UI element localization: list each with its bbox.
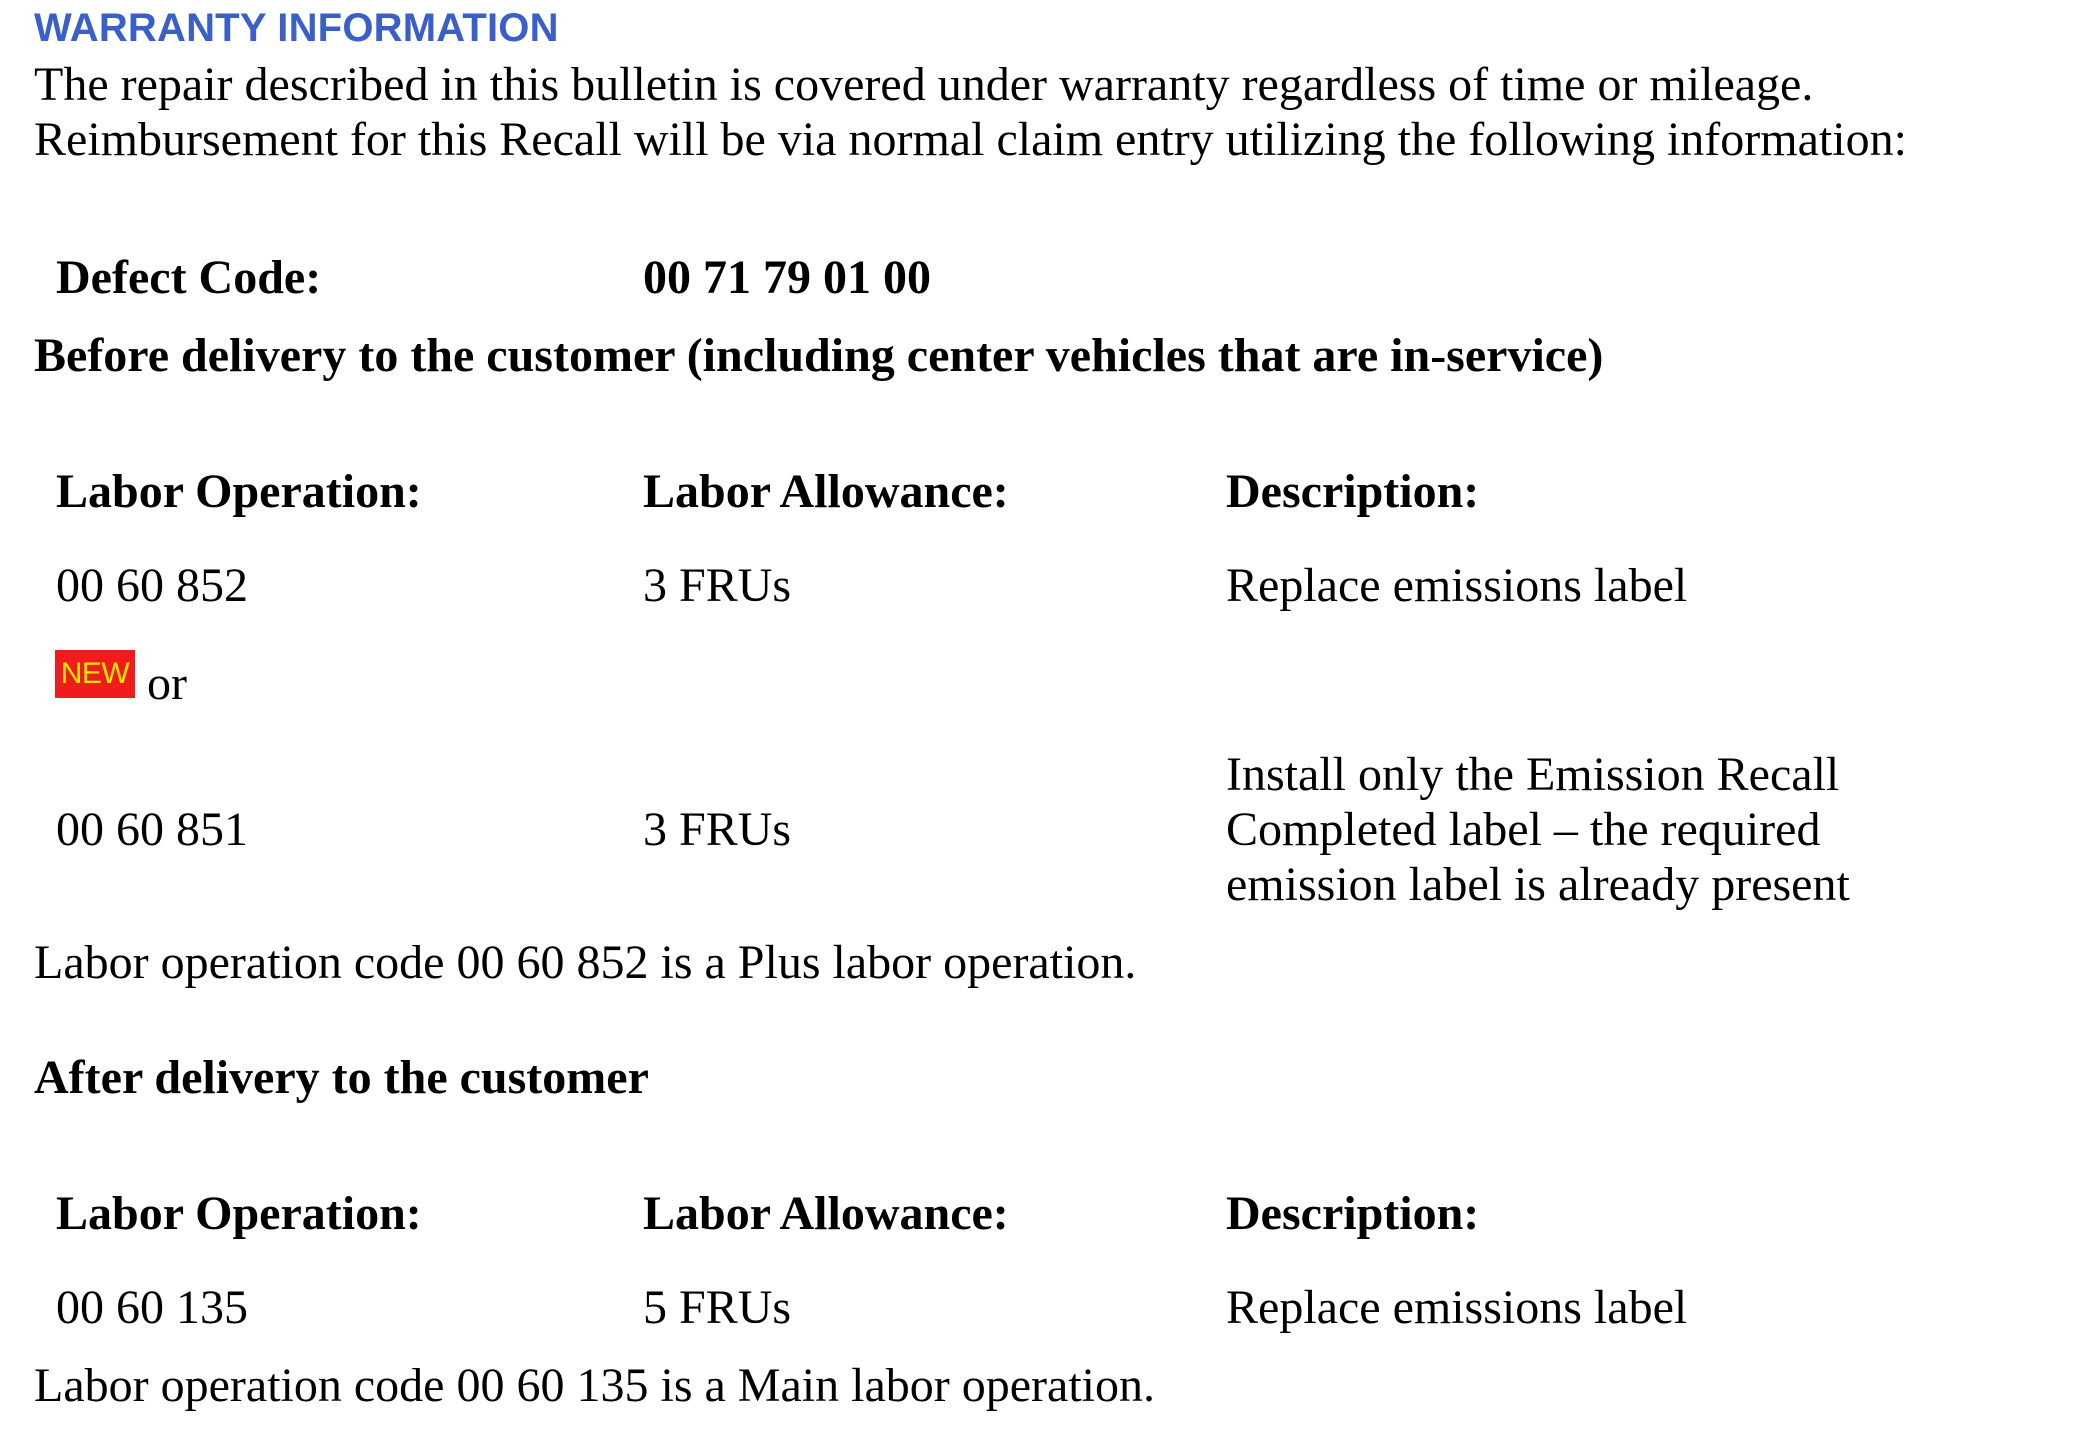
before-delivery-title: Before delivery to the customer (including center vehicles that are in-service)	[34, 329, 1604, 382]
intro-line-2: Reimbursement for this Recall will be via normal claim entry utilizing the following information:	[34, 113, 1907, 166]
defect-code-label: Defect Code:	[56, 251, 322, 304]
or-text: or	[147, 657, 187, 710]
new-badge: NEW	[55, 650, 135, 698]
before-row1-operation: 00 60 852	[56, 559, 248, 612]
before-delivery-note: Labor operation code 00 60 852 is a Plus labor operation.	[34, 936, 1137, 989]
after-delivery-note: Labor operation code 00 60 135 is a Main labor operation.	[34, 1359, 1156, 1412]
before-row2-description-line3: emission label is already present	[1226, 858, 1850, 911]
section-heading: WARRANTY INFORMATION	[34, 6, 559, 50]
before-row2-allowance: 3 FRUs	[643, 803, 792, 856]
before-row1-allowance: 3 FRUs	[643, 559, 792, 612]
defect-code-value: 00 71 79 01 00	[643, 251, 931, 304]
before-row2-description-line1: Install only the Emission Recall	[1226, 748, 1840, 801]
before-header-operation: Labor Operation:	[56, 465, 422, 518]
before-header-allowance: Labor Allowance:	[643, 465, 1009, 518]
after-header-allowance: Labor Allowance:	[643, 1187, 1009, 1240]
before-row1-description: Replace emissions label	[1226, 559, 1688, 612]
before-row2-operation: 00 60 851	[56, 803, 248, 856]
after-row1-allowance: 5 FRUs	[643, 1281, 792, 1334]
after-header-description: Description:	[1226, 1187, 1480, 1240]
before-row2-description-line2: Completed label – the required	[1226, 803, 1821, 856]
after-header-operation: Labor Operation:	[56, 1187, 422, 1240]
after-row1-operation: 00 60 135	[56, 1281, 248, 1334]
intro-line-1: The repair described in this bulletin is covered under warranty regardless of time or mileage.	[34, 58, 1814, 111]
after-row1-description: Replace emissions label	[1226, 1281, 1688, 1334]
before-header-description: Description:	[1226, 465, 1480, 518]
after-delivery-title: After delivery to the customer	[34, 1051, 649, 1104]
